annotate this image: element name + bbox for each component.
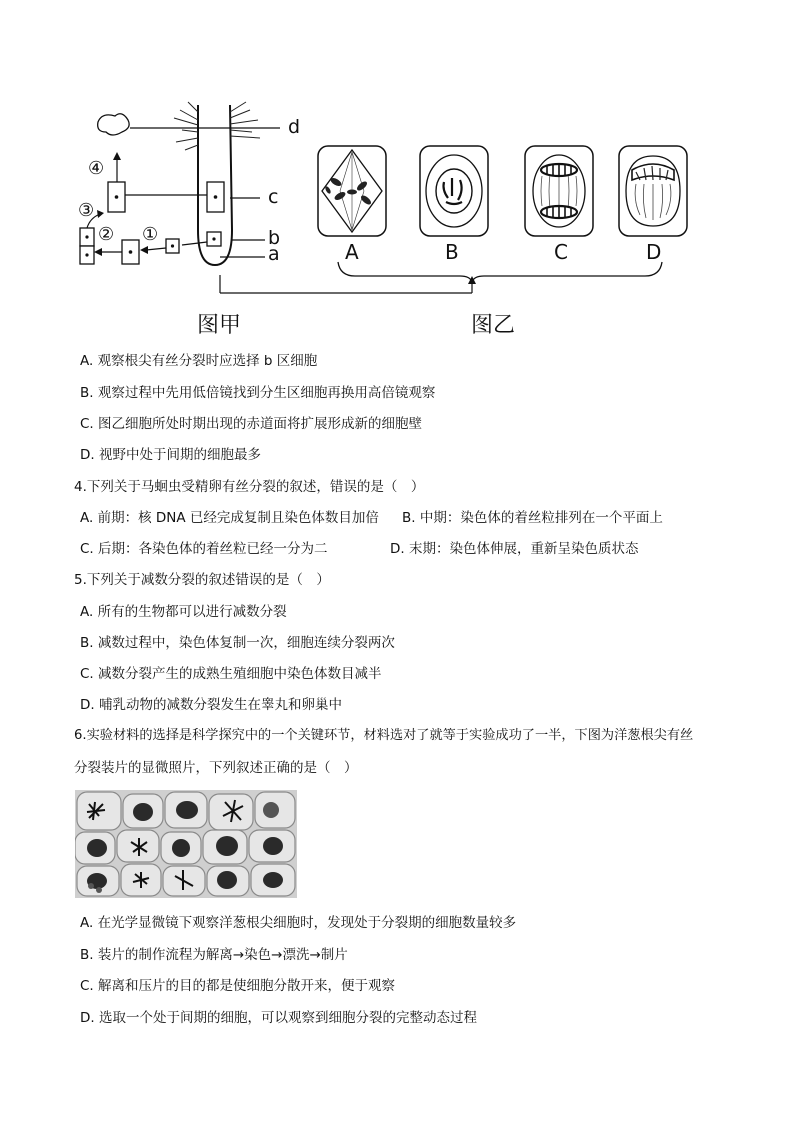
q6-option-d: D. 选取一个处于间期的细胞，可以观察到细胞分裂的完整动态过程 <box>80 1010 477 1026</box>
q5-option-c: C. 减数分裂产生的成熟生殖细胞中染色体数目减半 <box>80 666 382 682</box>
root-tip-illustration <box>70 100 760 345</box>
label-a: a <box>268 243 280 265</box>
panel-letter-c: C <box>554 240 568 264</box>
q4-stem: 4.下列关于马蛔虫受精卵有丝分裂的叙述，错误的是（ ） <box>74 479 425 495</box>
q6-option-b: B. 装片的制作流程为解离→染色→漂洗→制片 <box>80 947 348 963</box>
q4-option-d: D. 末期：染色体伸展，重新呈染色质状态 <box>390 541 639 557</box>
cell-panel-d <box>619 146 687 236</box>
label-step-4: ④ <box>88 158 105 179</box>
q5-stem: 5.下列关于减数分裂的叙述错误的是（ ） <box>74 572 330 588</box>
panel-letter-b: B <box>445 240 459 264</box>
label-step-3: ③ <box>78 200 95 221</box>
cell-panel-a <box>318 146 386 236</box>
label-d: d <box>288 116 301 138</box>
panel-letter-a: A <box>345 240 359 264</box>
q3-option-c: C. 图乙细胞所处时期出现的赤道面将扩展形成新的细胞壁 <box>80 416 423 432</box>
cell-panel-b <box>420 146 488 236</box>
panel-letter-d: D <box>646 240 662 264</box>
q5-option-a: A. 所有的生物都可以进行减数分裂 <box>80 604 287 620</box>
q6-option-c: C. 解离和压片的目的都是使细胞分散开来，便于观察 <box>80 978 396 994</box>
root-hairs <box>174 102 260 150</box>
q4-option-b: B. 中期：染色体的着丝粒排列在一个平面上 <box>402 510 663 526</box>
q3-option-a: A. 观察根尖有丝分裂时应选择 b 区细胞 <box>80 353 318 369</box>
label-step-1: ① <box>142 224 159 245</box>
micrograph-illustration <box>75 790 297 898</box>
onion-root-tip-micrograph <box>75 790 297 898</box>
cell-panel-c <box>525 146 593 236</box>
label-step-2: ② <box>98 224 115 245</box>
q6-option-a: A. 在光学显微镜下观察洋葱根尖细胞时，发现处于分裂期的细胞数量较多 <box>80 915 517 931</box>
q6-stem-line-2: 分裂装片的显微照片，下列叙述正确的是（ ） <box>74 760 358 776</box>
label-b: b <box>268 227 281 249</box>
figure-root-tip-diagram <box>70 100 760 345</box>
caption-figure-jia: 图甲 <box>197 313 242 338</box>
root-hair-cell <box>98 114 129 135</box>
label-c: c <box>268 186 279 208</box>
q5-option-b: B. 减数过程中，染色体复制一次，细胞连续分裂两次 <box>80 635 395 651</box>
q5-option-d: D. 哺乳动物的减数分裂发生在睾丸和卵巢中 <box>80 697 342 713</box>
q4-option-c: C. 后期：各染色体的着丝粒已经一分为二 <box>80 541 328 557</box>
q6-stem-line-1: 6.实验材料的选择是科学探究中的一个关键环节，材料选对了就等于实验成功了一半，下图为洋葱根尖有丝 <box>74 728 694 743</box>
q4-option-a: A. 前期：核 DNA 已经完成复制且染色体数目加倍 <box>80 510 379 526</box>
caption-figure-yi: 图乙 <box>471 313 516 338</box>
q3-option-d: D. 视野中处于间期的细胞最多 <box>80 447 261 463</box>
q3-option-b: B. 观察过程中先用低倍镜找到分生区细胞再换用高倍镜观察 <box>80 385 436 401</box>
